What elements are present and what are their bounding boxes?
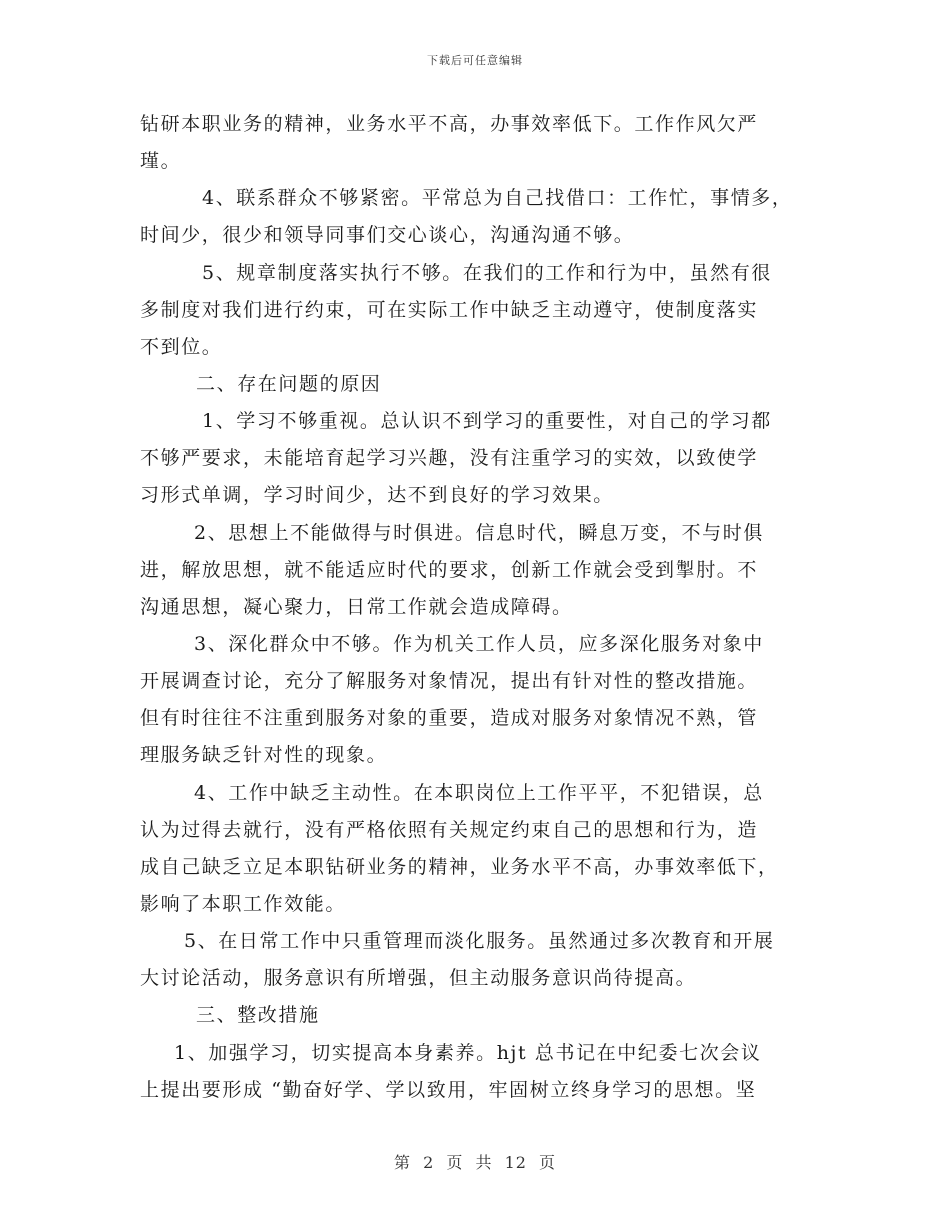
text-line: 5、规章制度落实执行不够。在我们的工作和行为中，虽然有很 [202,261,772,284]
text-line: 影响了本职工作效能。 [140,892,347,915]
text-line: 大讨论活动，服务意识有所增强，但主动服务意识尚待提高。 [140,967,697,990]
footer-label-pages: 页 [539,1153,557,1172]
page-number: 2 [423,1153,435,1172]
text-line: 三、整改措施 [196,1004,320,1027]
text-line: 成自己缺乏立足本职钻研业务的精神，业务水平不高，办事效率低下， [140,855,779,878]
text-line: 2、思想上不能做得与时俱进。信息时代，瞬息万变，不与时俱 [194,521,764,544]
text-line: 1、加强学习，切实提高本身素养。hjt 总书记在中纪委七次会议 [174,1041,762,1064]
text-line: 1、学习不够重视。总认识不到学习的重要性，对自己的学习都 [202,410,772,433]
text-line: 进，解放思想，就不能适应时代的要求，创新工作就会受到掣肘。不 [140,558,759,581]
text-line: 瑾。 [140,150,182,173]
total-pages: 12 [504,1153,527,1172]
text-line: 开展调查讨论，充分了解服务对象情况，提出有针对性的整改措施。 [140,670,759,693]
text-line: 理服务缺乏针对性的现象。 [140,744,388,767]
text-line: 不够严要求，未能培育起学习兴趣，没有注重学习的实效，以致使学 [140,447,759,470]
text-line: 二、存在问题的原因 [196,372,382,395]
text-line: 3、深化群众中不够。作为机关工作人员，应多深化服务对象中 [194,632,764,655]
footer-label-page: 第 [393,1153,411,1172]
footer-label-total: 共 [475,1153,493,1172]
text-line: 多制度对我们进行约束，可在实际工作中缺乏主动遵守，使制度落实 [140,298,759,321]
text-line: 4、工作中缺乏主动性。在本职岗位上工作平平，不犯错误，总 [194,781,764,804]
text-line: 习形式单调，学习时间少，达不到良好的学习效果。 [140,484,614,507]
text-line: 4、联系群众不够紧密。平常总为自己找借口：工作忙，事情多， [202,187,793,210]
text-line: 但有时往往不注重到服务对象的重要，造成对服务对象情况不熟，管 [140,707,759,730]
text-line: 沟通思想，凝心聚力，日常工作就会造成障碍。 [140,595,573,618]
footer-label-of: 页 [446,1153,464,1172]
text-line: 不到位。 [140,335,223,358]
text-line: 5、在日常工作中只重管理而淡化服务。虽然通过多次教育和开展 [184,930,775,953]
page-header: 下载后可任意编辑 [427,54,523,67]
text-line: 时间少，很少和领导同事们交心谈心，沟通沟通不够。 [140,224,635,247]
text-line: 上提出要形成 “勤奋好学、学以致用，牢固树立终身学习的思想。坚 [140,1078,757,1101]
text-line: 认为过得去就行，没有严格依照有关规定约束自己的思想和行为，造 [140,818,759,841]
document-body [140,106,820,1109]
page-footer [0,1150,950,1173]
text-line: 钻研本职业务的精神，业务水平不高，办事效率低下。工作作风欠严 [140,113,759,135]
